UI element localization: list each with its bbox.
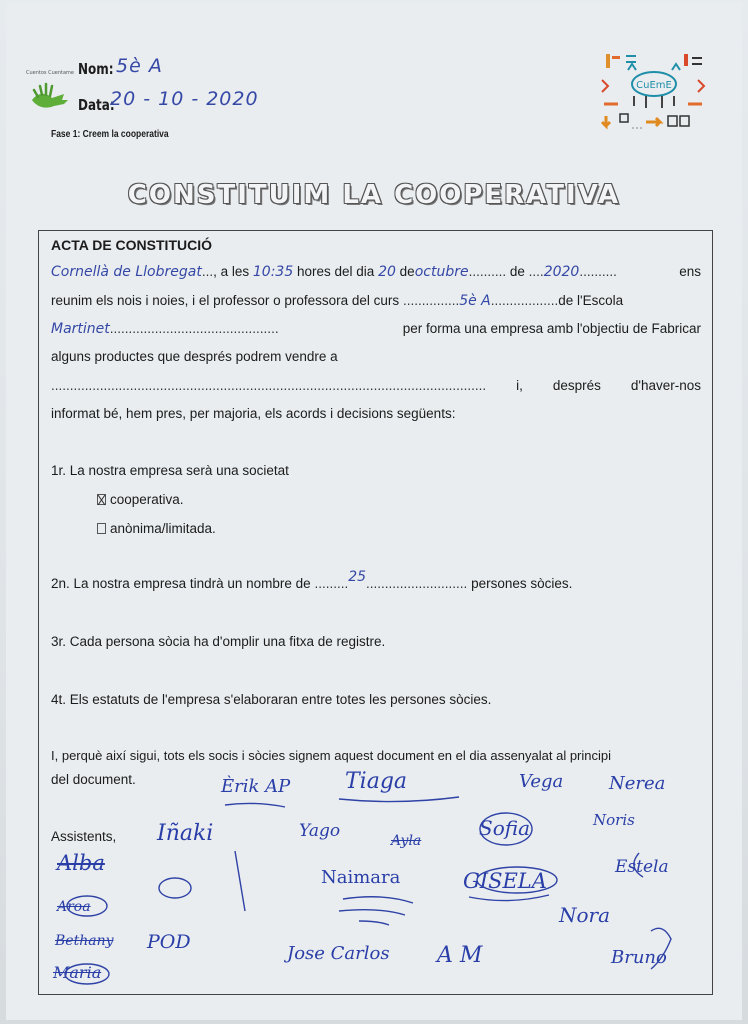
signature: Naimara [321, 867, 401, 888]
question-4: 4t. Els estatuts de l'empresa s'elaboraran entre totes les persones sòcies. [51, 692, 492, 707]
name-value: 5è A [116, 55, 163, 77]
signature: Vega [519, 771, 564, 792]
signature: Bruno [611, 947, 667, 968]
question-3: 3r. Cada persona sòcia ha d'omplir una fitxa de registre. [51, 634, 386, 649]
year-value: 2020 [543, 264, 580, 280]
cueme-logo-icon [598, 50, 710, 138]
curs-value: 5è A [459, 293, 491, 309]
page-title: CONSTITUIM LA COOPERATIVA [127, 180, 621, 210]
date-label: Data: [78, 96, 115, 114]
acta-heading: ACTA DE CONSTITUCIÓ [51, 237, 212, 253]
document-sheet [6, 2, 742, 1020]
question-2: 2n. La nostra empresa tindrà un nombre de .........25........................... persones sòcies. [51, 569, 573, 591]
signature: Ayla [391, 833, 422, 849]
signature: Aroa [57, 899, 91, 915]
option-cooperativa: cooperativa. [97, 492, 184, 507]
checkbox-empty-icon [97, 523, 106, 534]
question-1: 1r. La nostra empresa serà una societat [51, 463, 289, 478]
time-value: 10:35 [252, 264, 294, 280]
acta-box [38, 230, 713, 995]
place-value: Cornellà de Llobregat [51, 264, 202, 280]
signature: Nora [559, 903, 611, 927]
assistents-label: Assistents, [51, 829, 117, 844]
date-value: 20 - 10 - 2020 [110, 88, 259, 110]
signature: Alba [57, 851, 105, 875]
escola-value: Martinet [51, 321, 110, 337]
acta-line-1: Cornellà de Llobregat..., a les 10:35 hores del dia 20 deoctubre.......... de ....2020.......... ens [51, 264, 701, 280]
svg-text:Cuentos Cuentame: Cuentos Cuentame [26, 70, 74, 76]
acta-line-4: alguns productes que després podrem vendre a [51, 349, 338, 364]
month-value: octubre [414, 264, 469, 280]
signature: Iñaki [157, 821, 214, 846]
signature: Estela [615, 857, 669, 877]
signature: Maria [53, 963, 102, 982]
acta-line-6: informat bé, hem pres, per majoria, els acords i decisions següents: [51, 406, 456, 421]
signature: Bethany [55, 933, 114, 949]
signature: Jose Carlos [287, 943, 390, 964]
signature: POD [147, 931, 191, 953]
closing-line-2: del document. [51, 772, 136, 787]
socis-count-value: 25 [348, 569, 367, 585]
checkbox-checked-icon [97, 494, 106, 505]
name-label: Nom: [78, 60, 114, 78]
acta-line-2: reunim els nois i noies, i el professor o professora del curs ...............5è A..................de l'Escola [51, 293, 624, 309]
signature: GISELA [463, 869, 547, 893]
signature: Èrik AP [221, 776, 291, 797]
signature: Noris [593, 811, 635, 829]
signature: A M [437, 943, 483, 968]
acta-line-3: Martinet............................................. per forma una empresa amb l'objectiu de Fabricar [51, 321, 701, 337]
signature: Sofia [479, 816, 531, 840]
signature: Tiaga [345, 769, 408, 794]
signature: Yago [299, 821, 341, 841]
signature: Nerea [609, 773, 666, 794]
closing-line-1: I, perquè així sigui, tots els socis i sòcies signem aquest document en el dia assenyalat al principi [51, 748, 612, 763]
option-anonima: anònima/limitada. [97, 521, 216, 536]
svg-text:CuEmE: CuEmE [636, 80, 672, 91]
acta-line-5: .................................................................................................................... i, després d'haver-nos [51, 378, 701, 393]
phase-label: Fase 1: Creem la cooperativa [51, 129, 169, 140]
hand-logo-icon [24, 64, 74, 114]
day-value: 20 [378, 264, 396, 280]
